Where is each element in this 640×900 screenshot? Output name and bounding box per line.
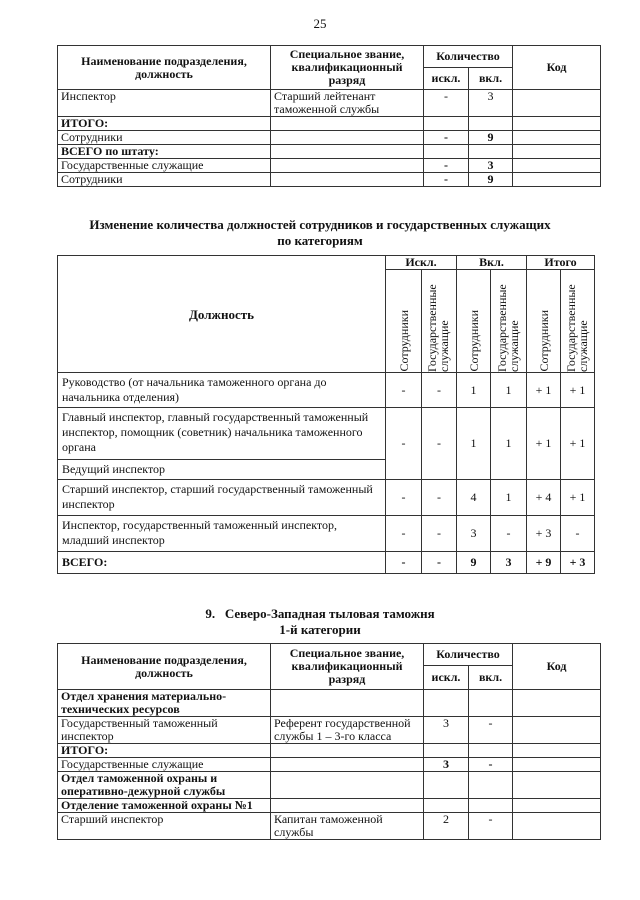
cell-name: ВСЕГО по штату: — [58, 145, 271, 159]
cell-incl — [469, 690, 513, 717]
cell-name: Отдел хранения материально-технических ресурсов — [58, 690, 271, 717]
table-row — [58, 690, 601, 717]
cell-code — [513, 117, 601, 131]
header-sub-civil-servants: Государственные служащие — [494, 284, 521, 372]
page-number: 25 — [313, 16, 327, 31]
table-row — [58, 813, 601, 840]
cell-rank: Капитан таможенной службы — [271, 813, 424, 840]
header-excl: искл. — [424, 666, 469, 690]
header-sub-employees: Сотрудники — [536, 310, 551, 372]
cell-value: 3 — [457, 516, 491, 552]
table-row — [58, 90, 601, 117]
cell-name: ИТОГО: — [58, 117, 271, 131]
header-rank: Специальное звание, квалификационный разряд — [271, 644, 424, 690]
cell-incl: 9 — [469, 173, 513, 187]
cell-incl — [469, 799, 513, 813]
cell-code — [513, 173, 601, 187]
staff-table-northwest — [57, 643, 601, 840]
cell-code — [513, 813, 601, 840]
cell-excl — [424, 690, 469, 717]
cell-incl: 9 — [469, 131, 513, 145]
cell-excl: 2 — [424, 813, 469, 840]
cell-name: Отдел таможенной охраны и оперативно-дежурной службы — [58, 772, 271, 799]
cell-position: Руководство (от начальника таможенного органа до начальника отделения) — [58, 373, 386, 408]
cell-code — [513, 772, 601, 799]
cell-incl — [469, 145, 513, 159]
cell-code — [513, 159, 601, 173]
cell-value: + 9 — [527, 552, 561, 574]
cell-rank — [271, 145, 424, 159]
cell-value: - — [422, 408, 457, 480]
header-sub-employees: Сотрудники — [396, 310, 411, 372]
cell-incl — [469, 772, 513, 799]
table-row — [58, 159, 601, 173]
cell-value: + 1 — [561, 373, 595, 408]
cell-code — [513, 131, 601, 145]
header-excl: искл. — [424, 68, 469, 90]
table-row — [58, 744, 601, 758]
cell-value: 1 — [491, 408, 527, 480]
cell-name: Сотрудники — [58, 173, 271, 187]
table-row — [58, 145, 601, 159]
cell-value: + 1 — [527, 408, 561, 480]
cell-value: - — [386, 552, 422, 574]
cell-value: - — [386, 408, 422, 480]
cell-incl — [469, 744, 513, 758]
header-incl: вкл. — [469, 68, 513, 90]
cell-excl: - — [424, 159, 469, 173]
cell-code — [513, 744, 601, 758]
cell-value: - — [386, 516, 422, 552]
header-sub-employees: Сотрудники — [466, 310, 481, 372]
cell-name: ИТОГО: — [58, 744, 271, 758]
cell-value: - — [561, 516, 595, 552]
table-row — [58, 480, 595, 516]
cell-excl — [424, 744, 469, 758]
table-row — [58, 373, 595, 408]
cell-excl — [424, 772, 469, 799]
cell-value: + 3 — [561, 552, 595, 574]
cell-code — [513, 145, 601, 159]
header-code: Код — [513, 644, 601, 690]
cell-incl: 3 — [469, 159, 513, 173]
cell-name: Государственные служащие — [58, 159, 271, 173]
table-row — [58, 772, 601, 799]
cell-rank — [271, 117, 424, 131]
section-title-category-changes — [0, 217, 640, 249]
cell-value: - — [491, 516, 527, 552]
staff-table-continued — [57, 45, 601, 187]
cell-incl: - — [469, 717, 513, 744]
cell-value: 1 — [491, 480, 527, 516]
cell-value: + 3 — [527, 516, 561, 552]
cell-name: Сотрудники — [58, 131, 271, 145]
header-sub-civil-servants: Государственные служащие — [563, 284, 590, 372]
cell-name: Государственные служащие — [58, 758, 271, 772]
table-row — [58, 799, 601, 813]
cell-value: 1 — [491, 373, 527, 408]
section-title-line1: Изменение количества должностей сотрудников и государственных служащих — [89, 217, 551, 232]
cell-excl: 3 — [424, 717, 469, 744]
cell-value: + 4 — [527, 480, 561, 516]
cell-value: - — [422, 373, 457, 408]
cell-position: Старший инспектор, старший государственный таможенный инспектор — [58, 480, 386, 516]
cell-rank: Референт государственной службы 1 – 3-го класса — [271, 717, 424, 744]
header-rank: Специальное звание, квалификационный разряд — [271, 46, 424, 90]
cell-code — [513, 90, 601, 117]
cell-value: - — [386, 373, 422, 408]
section-title-customs-office — [0, 606, 640, 638]
cell-value: - — [386, 480, 422, 516]
cell-excl: - — [424, 90, 469, 117]
cell-value: 3 — [491, 552, 527, 574]
cell-name: Государственный таможенный инспектор — [58, 717, 271, 744]
cell-position: Ведущий инспектор — [58, 460, 386, 480]
cell-name: Инспектор — [58, 90, 271, 117]
cell-incl: - — [469, 758, 513, 772]
cell-code — [513, 799, 601, 813]
section-title-line2: по категориям — [277, 233, 363, 248]
cell-name: Отделение таможенной охраны №1 — [58, 799, 271, 813]
cell-value: 9 — [457, 552, 491, 574]
cell-value: 1 — [457, 408, 491, 480]
table-row — [58, 516, 595, 552]
cell-excl — [424, 799, 469, 813]
cell-incl: 3 — [469, 90, 513, 117]
header-count: Количество — [424, 644, 513, 666]
cell-value: + 1 — [527, 373, 561, 408]
cell-rank — [271, 744, 424, 758]
cell-value: + 1 — [561, 408, 595, 480]
section-title-line1: 9. Северо-Западная тыловая таможня — [205, 606, 435, 621]
cell-position: ВСЕГО: — [58, 552, 386, 574]
header-position: Должность — [58, 256, 386, 373]
header-group-total: Итого — [527, 256, 595, 270]
cell-rank — [271, 772, 424, 799]
total-row — [58, 552, 595, 574]
header-name: Наименование подразделения, должность — [58, 644, 271, 690]
cell-rank — [271, 758, 424, 772]
cell-excl: - — [424, 131, 469, 145]
header-count: Количество — [424, 46, 513, 68]
cell-value: + 1 — [561, 480, 595, 516]
section-title-line2: 1-й категории — [279, 622, 361, 637]
cell-excl: 3 — [424, 758, 469, 772]
table-row — [58, 173, 601, 187]
header-incl: вкл. — [469, 666, 513, 690]
cell-value: - — [422, 552, 457, 574]
cell-rank — [271, 131, 424, 145]
cell-value: - — [422, 516, 457, 552]
cell-rank — [271, 173, 424, 187]
cell-rank — [271, 799, 424, 813]
cell-incl: - — [469, 813, 513, 840]
header-sub-civil-servants: Государственные служащие — [425, 284, 451, 372]
cell-position: Инспектор, государственный таможенный инспектор, младший инспектор — [58, 516, 386, 552]
cell-value: - — [422, 480, 457, 516]
cell-position: Главный инспектор, главный государственный таможенный инспектор, помощник (советник) начальника таможенного органа — [58, 408, 386, 460]
cell-excl — [424, 145, 469, 159]
header-name: Наименование подразделения, должность — [58, 46, 271, 90]
cell-rank: Старший лейтенант таможенной службы — [271, 90, 424, 117]
cell-rank — [271, 159, 424, 173]
header-group-excl: Искл. — [386, 256, 457, 270]
cell-incl — [469, 117, 513, 131]
table-row — [58, 408, 595, 460]
cell-value: 4 — [457, 480, 491, 516]
cell-rank — [271, 690, 424, 717]
category-changes-table — [57, 255, 595, 574]
cell-code — [513, 758, 601, 772]
table-row — [58, 717, 601, 744]
cell-code — [513, 717, 601, 744]
cell-code — [513, 690, 601, 717]
cell-excl — [424, 117, 469, 131]
table-row — [58, 758, 601, 772]
cell-value: 1 — [457, 373, 491, 408]
cell-name: Старший инспектор — [58, 813, 271, 840]
table-row — [58, 117, 601, 131]
header-code: Код — [513, 46, 601, 90]
header-group-incl: Вкл. — [457, 256, 527, 270]
table-row — [58, 131, 601, 145]
cell-excl: - — [424, 173, 469, 187]
